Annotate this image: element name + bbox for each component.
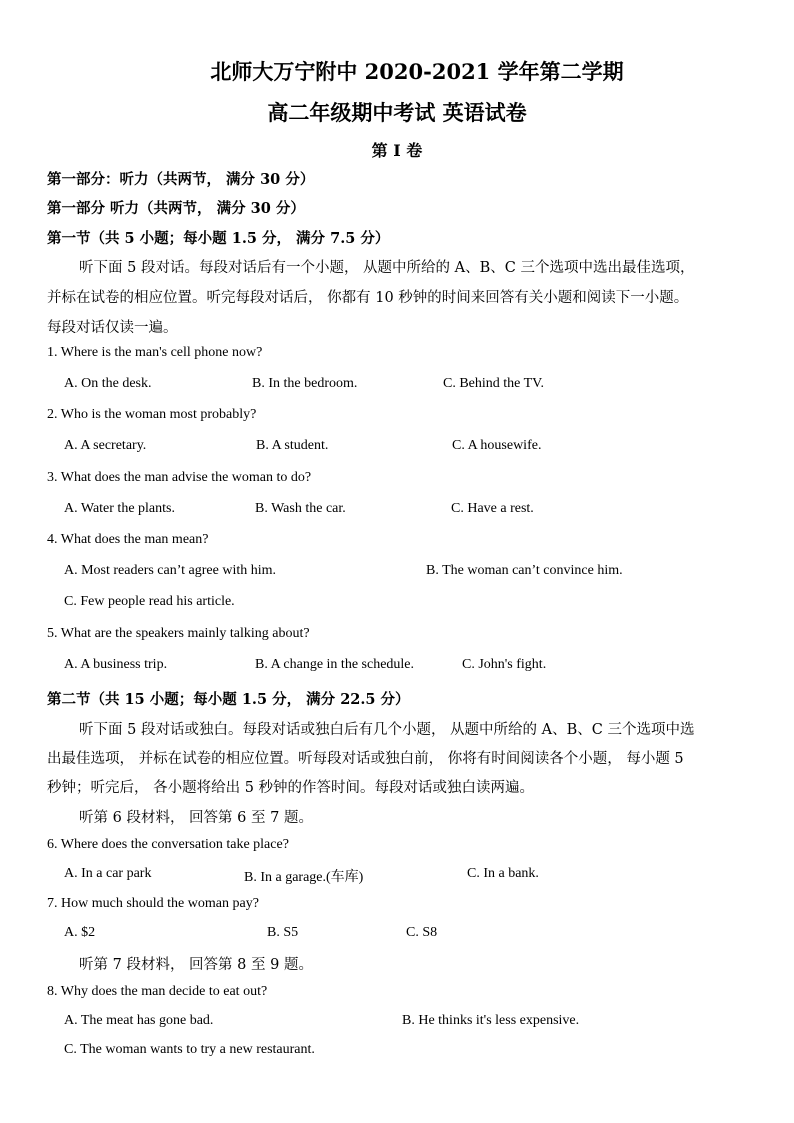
listening-passage-6: 听第 6 段材料， 回答第 6 至 7 题。: [79, 810, 313, 826]
option-b: B. The woman can’t convince him.: [426, 563, 623, 578]
section2-instructions-line3: 秒钟；听完后， 各小题将给出 5 秒钟的作答时间。每段对话或独白读两遍。: [47, 780, 535, 796]
section2-instructions-line1: 听下面 5 段对话或独白。每段对话或独白后有几个小题， 从题中所给的 A、B、C 三个选项中选: [79, 722, 695, 738]
part1-heading-b: 第一部分 听力（共两节， 满分 30 分）: [47, 200, 305, 217]
question-stem: 4. What does the man mean?: [47, 532, 209, 547]
question-stem: 5. What are the speakers mainly talking about?: [47, 626, 310, 641]
option-a: A. Water the plants.: [64, 501, 175, 516]
option-c: C. In a bank.: [467, 866, 539, 881]
option-b: B. In a garage.(车库): [244, 870, 364, 885]
section1-heading: 第一节（共 5 小题；每小题 1.5 分， 满分 7.5 分）: [47, 230, 390, 247]
question-stem: 6. Where does the conversation take place?: [47, 837, 289, 852]
option-a: A. A business trip.: [64, 657, 168, 672]
option-b: B. He thinks it's less expensive.: [402, 1013, 580, 1028]
option-b: B. Wash the car.: [255, 501, 346, 516]
option-c: C. S8: [406, 925, 438, 940]
option-a: A. In a car park: [64, 866, 152, 881]
section2-instructions-line2: 出最佳选项， 并标在试卷的相应位置。听每段对话或独白前， 你将有时间阅读各个小题， 每小题 5: [47, 751, 684, 767]
listening-passage-7: 听第 7 段材料， 回答第 8 至 9 题。: [79, 957, 313, 973]
option-c: C. John's fight.: [462, 657, 547, 672]
exam-title: 北师大万宁附中 2020-2021 学年第二学期: [210, 59, 624, 84]
part1-heading-a: 第一部分：听力（共两节， 满分 30 分）: [47, 171, 315, 188]
option-b: B. A change in the schedule.: [255, 657, 415, 672]
option-b: B. In the bedroom.: [252, 376, 358, 391]
option-c: C. Few people read his article.: [64, 594, 235, 609]
question-stem: 2. Who is the woman most probably?: [47, 407, 257, 422]
question-stem: 3. What does the man advise the woman to do?: [47, 470, 312, 485]
section1-instructions-line2: 并标在试卷的相应位置。听完每段对话后， 你都有 10 秒钟的时间来回答有关小题和阅读下一小题。: [47, 290, 689, 306]
option-a: A. $2: [64, 925, 96, 940]
option-c: C. Behind the TV.: [443, 376, 544, 391]
option-c: C. A housewife.: [452, 438, 542, 453]
exam-subtitle: 高二年级期中考试 英语试卷: [267, 100, 527, 125]
section1-instructions-line1: 听下面 5 段对话。每段对话后有一个小题， 从题中所给的 A、B、C 三个选项中选出最佳选项，: [79, 260, 695, 276]
question-stem: 8. Why does the man decide to eat out?: [47, 984, 268, 999]
section1-instructions-line3: 每段对话仅读一遍。: [47, 320, 178, 336]
option-a: A. A secretary.: [64, 438, 147, 453]
option-a: A. On the desk.: [64, 376, 152, 391]
question-stem: 1. Where is the man's cell phone now?: [47, 345, 263, 360]
option-b: B. A student.: [256, 438, 329, 453]
option-c: C. The woman wants to try a new restaurant.: [64, 1042, 315, 1057]
option-a: A. Most readers can’t agree with him.: [64, 563, 277, 578]
section2-heading: 第二节（共 15 小题；每小题 1.5 分， 满分 22.5 分）: [47, 691, 410, 708]
question-stem: 7. How much should the woman pay?: [47, 896, 259, 911]
option-b: B. S5: [267, 925, 299, 940]
volume-label: 第 I 卷: [371, 141, 423, 160]
option-a: A. The meat has gone bad.: [64, 1013, 214, 1028]
option-c: C. Have a rest.: [451, 501, 534, 516]
